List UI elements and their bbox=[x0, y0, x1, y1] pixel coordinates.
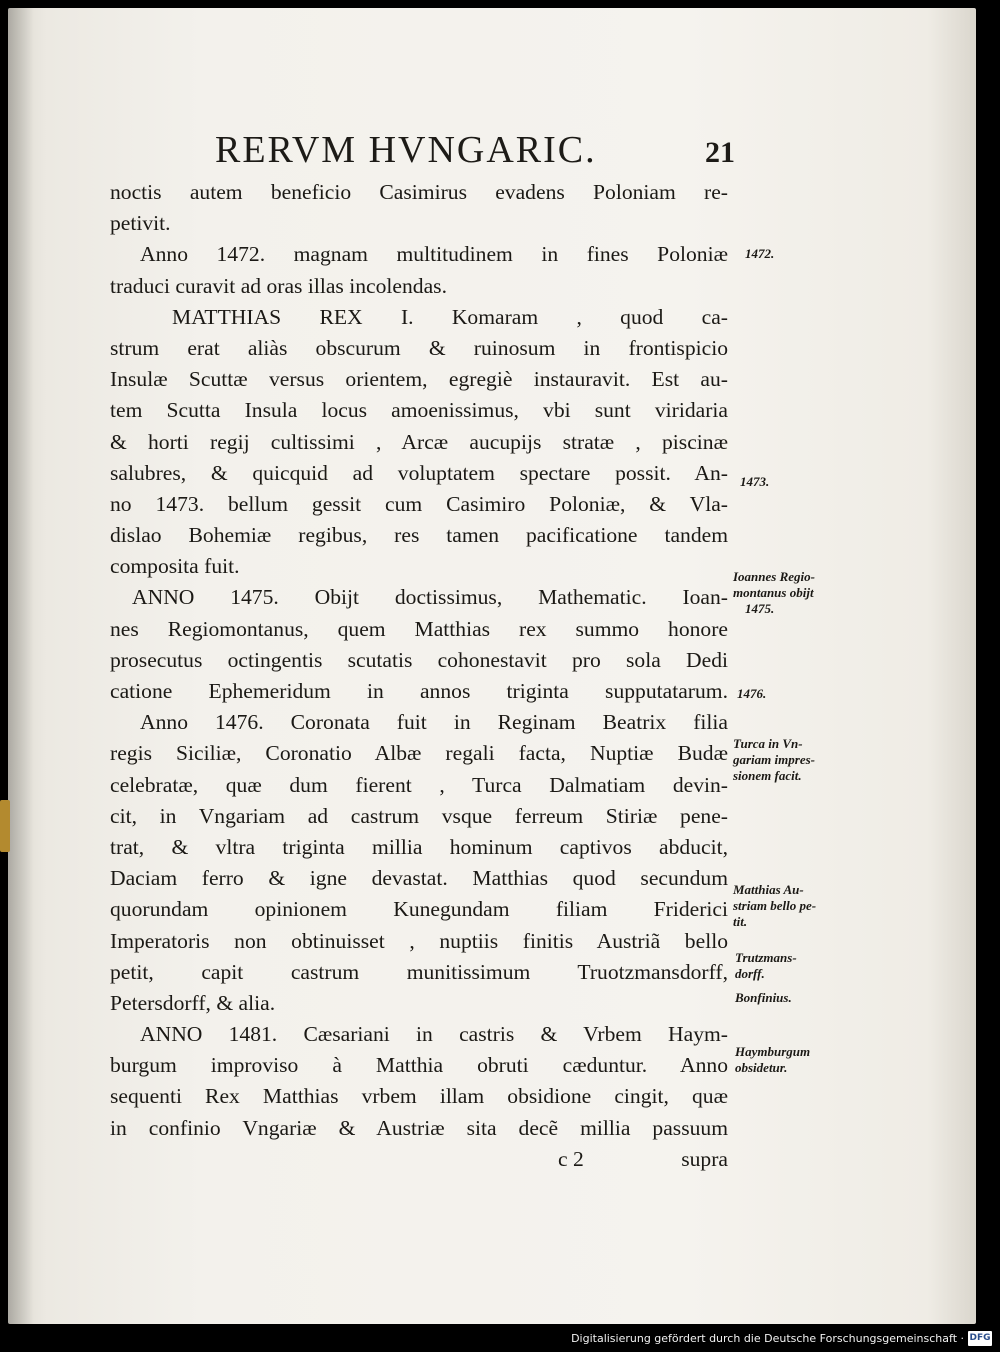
catchword: supra bbox=[681, 1146, 728, 1171]
text-line: dislao Bohemiæ regibus, res tamen pacificatione tandem bbox=[110, 523, 728, 548]
text-line: regis Siciliæ, Coronatio Albæ regali facta, Nuptiæ Budæ bbox=[110, 741, 728, 766]
margin-note-turca: Turca in Vn- gariam impres- sionem facit. bbox=[733, 736, 815, 783]
text-line: salubres, & quicquid ad voluptatem spectare possit. An- bbox=[110, 460, 728, 485]
text-line: petit, capit castrum munitissimum Truotzmansdorff, bbox=[110, 959, 728, 984]
gutter-shadow bbox=[8, 8, 34, 1324]
margin-note-bonfinius: Bonfinius. bbox=[735, 990, 792, 1005]
text-line: ANNO 1475. Obijt doctissimus, Mathematic. Ioan- bbox=[132, 585, 728, 610]
footer-bar bbox=[0, 1326, 1000, 1352]
margin-note-haymburgum: Haymburgum obsidetur. bbox=[735, 1044, 811, 1075]
margin-note-trutzmansdorff: Trutzmans- dorff. bbox=[735, 950, 797, 981]
text-line: strum erat aliàs obscurum & ruinosum in frontispicio bbox=[110, 335, 728, 360]
text-line: ANNO 1481. Cæsariani in castris & Vrbem Haym- bbox=[140, 1022, 728, 1047]
text-line: Daciam ferro & igne devastat. Matthias quod secundum bbox=[110, 866, 728, 891]
text-line: Imperatoris non obtinuisset , nuptiis finitis Austriã bello bbox=[110, 928, 728, 953]
margin-note-regiomontanus: Ioannes Regio- montanus obijt 1475. bbox=[733, 569, 815, 616]
dfg-logo: DFG bbox=[968, 1331, 992, 1346]
text-line: & horti regij cultissimi , Arcæ aucupijs stratæ , piscinæ bbox=[110, 429, 728, 454]
text-line: in confinio Vngariæ & Austriæ sita decẽ millia passuum bbox=[110, 1115, 728, 1140]
margin-note-year: 1476. bbox=[737, 686, 767, 701]
main-text-block bbox=[110, 177, 728, 1175]
margin-note-year: 1472. bbox=[745, 246, 775, 261]
text-line: Petersdorff, & alia. bbox=[110, 990, 276, 1015]
page-number: 21 bbox=[705, 136, 735, 169]
text-line: composita fuit. bbox=[110, 554, 240, 579]
text-line: quorundam opinionem Kunegundam filiam Friderici bbox=[110, 897, 728, 922]
margin-note-year: 1473. bbox=[740, 474, 770, 489]
page-edge-tab bbox=[0, 800, 10, 852]
text-line: prosecutus octingentis scutatis cohonestavit pro sola Dedi bbox=[110, 647, 728, 672]
text-line: celebratæ, quæ dum fierent , Turca Dalmatiam devin- bbox=[110, 772, 728, 797]
text-line: Anno 1476. Coronata fuit in Reginam Beatrix filia bbox=[140, 710, 728, 735]
signature-mark: c 2 bbox=[558, 1146, 584, 1171]
text-line: petivit. bbox=[110, 211, 171, 236]
funding-credit: Digitalisierung gefördert durch die Deutsche Forschungsgemeinschaft · bbox=[571, 1332, 964, 1345]
running-title: RERVM HVNGARIC. bbox=[215, 129, 597, 171]
text-line: noctis autem beneficio Casimirus evadens Poloniam re- bbox=[110, 180, 728, 204]
text-line: tem Scutta Insula locus amoenissimus, vbi sunt viridaria bbox=[110, 398, 728, 423]
text-line: burgum improviso à Matthia obruti cæduntur. Anno bbox=[110, 1053, 728, 1078]
text-line: cit, in Vngariam ad castrum vsque ferreum Stiriæ pene- bbox=[110, 803, 728, 828]
text-line: traduci curavit ad oras illas incolendas. bbox=[110, 273, 447, 298]
text-line: MATTHIAS REX I. Komaram , quod ca- bbox=[172, 304, 728, 329]
running-header bbox=[215, 128, 735, 171]
text-line: no 1473. bellum gessit cum Casimiro Poloniæ, & Vla- bbox=[110, 491, 728, 516]
text-line: nes Regiomontanus, quem Matthias rex summo honore bbox=[110, 616, 728, 641]
margin-note-matthias: Matthias Au- striam bello pe- tit. bbox=[733, 882, 817, 929]
signature-line bbox=[110, 1144, 728, 1175]
text-line: catione Ephemeridum in annos triginta supputatarum. bbox=[110, 679, 728, 703]
text-line: Anno 1472. magnam multitudinem in fines Poloniæ bbox=[140, 242, 728, 267]
text-line: sequenti Rex Matthias vrbem illam obsidione cingit, quæ bbox=[110, 1084, 728, 1109]
text-line: Insulæ Scuttæ versus orientem, egregiè instauravit. Est au- bbox=[110, 367, 728, 392]
text-line: trat, & vltra triginta millia hominum captivos abducit, bbox=[110, 834, 728, 859]
